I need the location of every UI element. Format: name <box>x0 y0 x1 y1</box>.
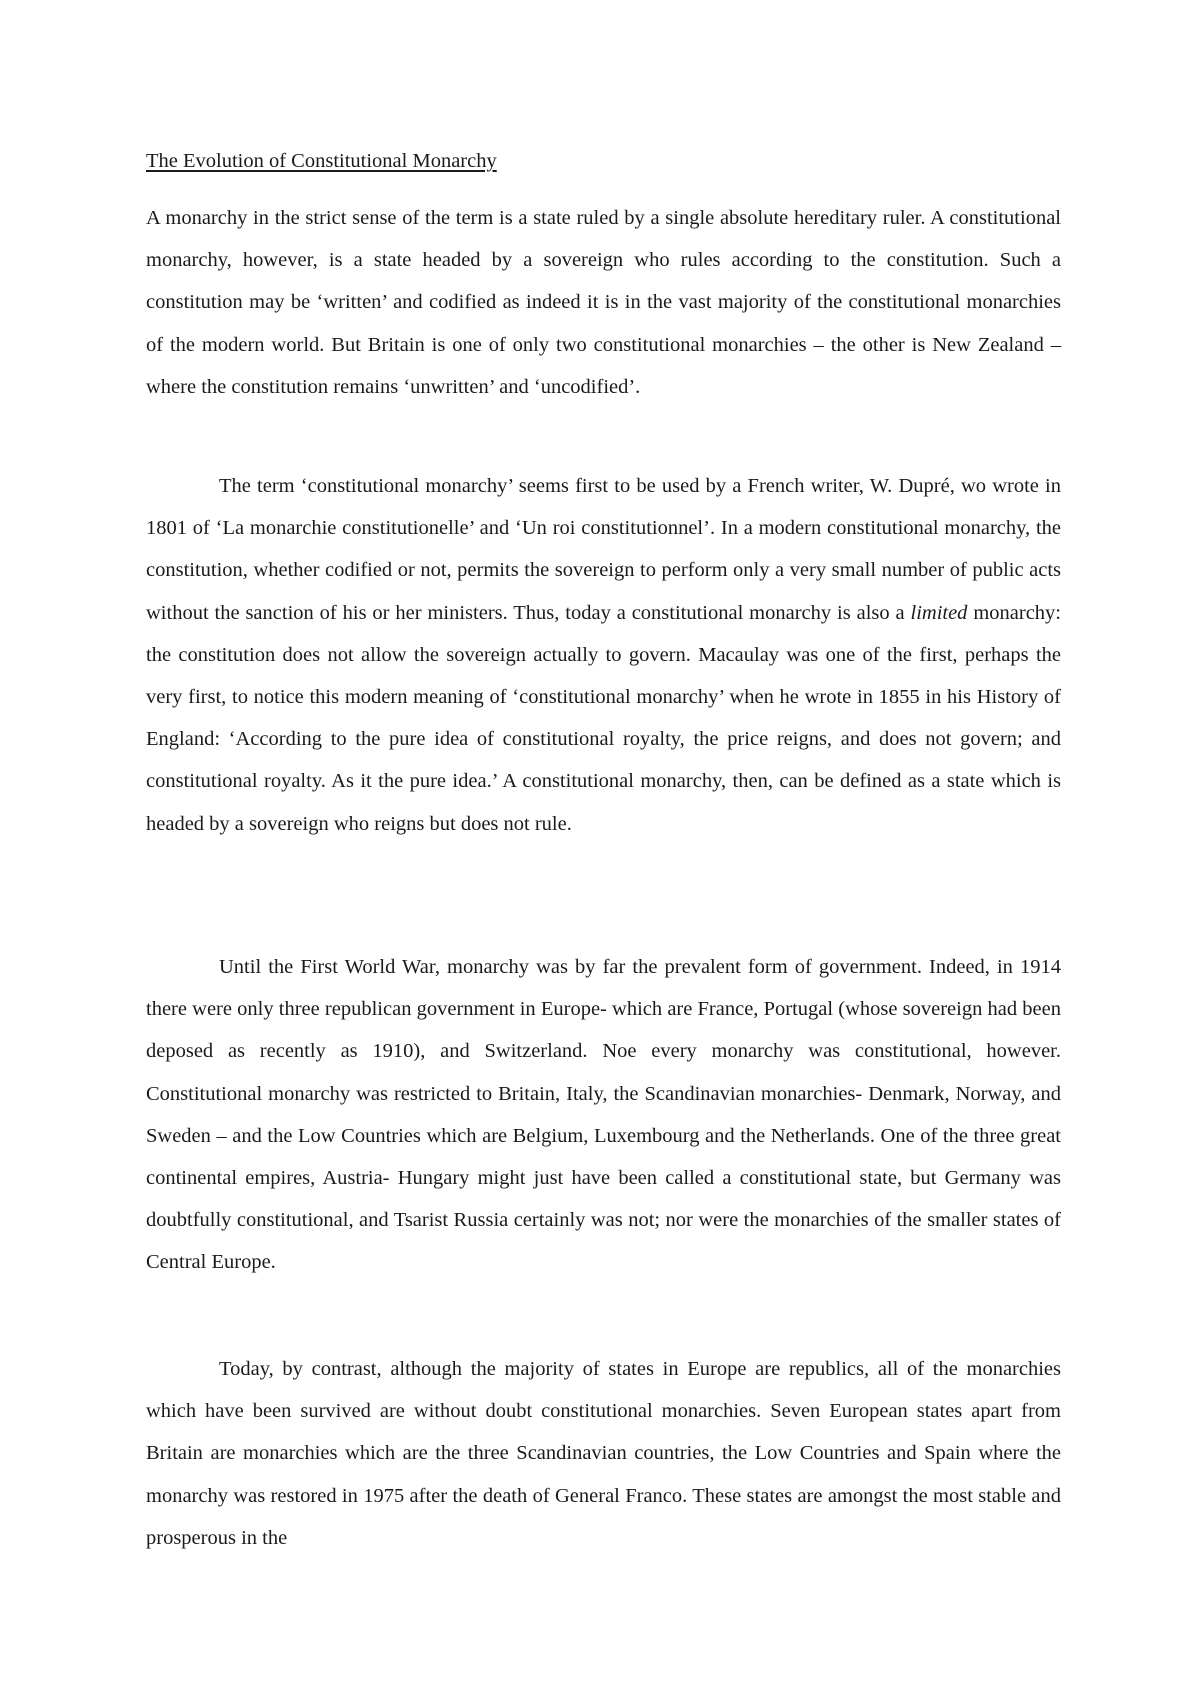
paragraph-3: Until the First World War, monarchy was by far the prevalent form of government. Indeed, in 1914 there were only three republican government in Europe- which are France, Portugal (whose sovereign had been deposed as recently as 1910), and Switzerland. Noe every monarchy was constitutional, however. Constitutional monarchy was restricted to Britain, Italy, the Scandinavian monarchies- Denmark, Norway, and Sweden – and the Low Countries which are Belgium, Luxembourg and the Netherlands. One of the three great continental empires, Austria- Hungary might just have been called a constitutional state, but Germany was doubtfully constitutional, and Tsarist Russia certainly was not; nor were the monarchies of the smaller states of Central Europe. <box>146 956 1061 1274</box>
paragraph-2-italic-word: limited <box>910 601 968 624</box>
paragraph-4: Today, by contrast, although the majority of states in Europe are republics, all of the monarchies which have been survived are without doubt constitutional monarchies. Seven European states apart from Britain are monarchies which are the three Scandinavian countries, the Low Countries and Spain where the monarchy was restored in 1975 after the death of General Franco. These states are amongst the most stable and prosperous in the <box>146 1358 1061 1549</box>
document-title: The Evolution of Constitutional Monarchy <box>146 150 497 172</box>
paragraph-2 <box>146 465 1061 845</box>
paragraph-2-text-start: The term ‘constitutional monarchy’ seems first to be used by a French writer, W. Dupré, wo wrote in 1801 of ‘La monarchie constitutionelle’ and ‘Un roi constitutionnel’. In a modern constitutional monarchy, the constitution, whether codified or not, permits the sovereign to perform only a very small number of public acts without the sanction of his or her ministers. Thus, today a constitutional monarchy is also a <box>146 475 1061 624</box>
paragraph-2-text-end: monarchy: the constitution does not allow the sovereign actually to govern. Macaulay was one of the first, perhaps the very first, to notice this modern meaning of ‘constitutional monarchy’ when he wrote in 1855 in his History of England: ‘According to the pure idea of constitutional royalty, the price reigns, and does not govern; and constitutional royalty. As it the pure idea.’ A constitutional monarchy, then, can be defined as a state which is headed by a sovereign who reigns but does not rule. <box>146 601 1061 835</box>
paragraph-1: A monarchy in the strict sense of the term is a state ruled by a single absolute hereditary ruler. A constitutional monarchy, however, is a state headed by a sovereign who rules according to the constitution. Such a constitution may be ‘written’ and codified as indeed it is in the vast majority of the constitutional monarchies of the modern world. But Britain is one of only two constitutional monarchies – the other is New Zealand – where the constitution remains ‘unwritten’ and ‘uncodified’. <box>146 207 1061 398</box>
